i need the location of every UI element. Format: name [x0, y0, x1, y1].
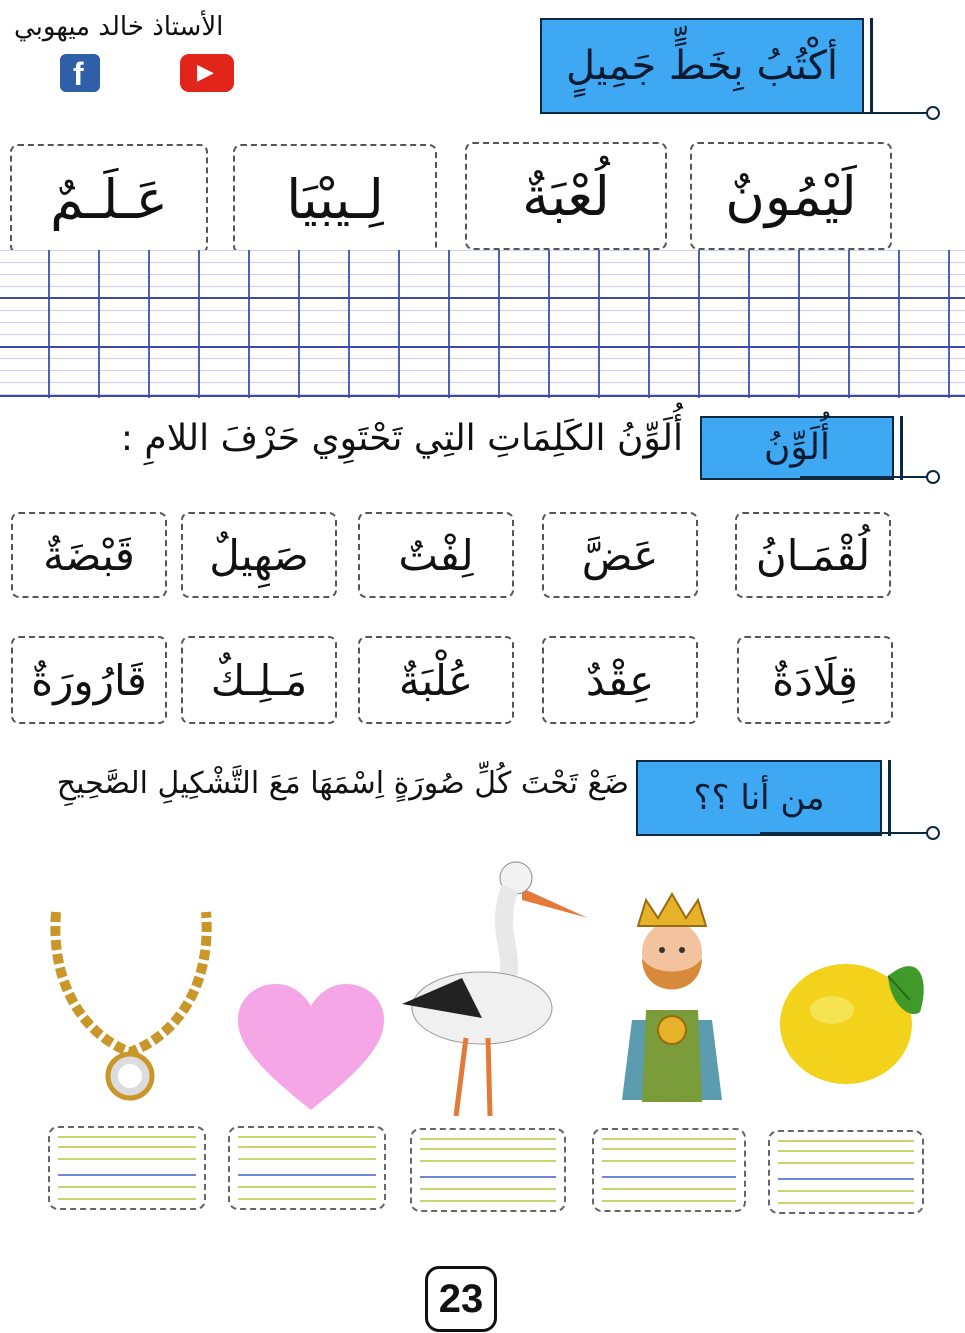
answer-box[interactable]: [592, 1128, 746, 1212]
color-word-box[interactable]: [181, 512, 337, 598]
color-banner: [700, 416, 894, 480]
color-word-box[interactable]: [358, 636, 514, 724]
heart-image: [238, 984, 384, 1114]
write-word: لِـيبْيَا: [286, 167, 384, 231]
answer-box[interactable]: [768, 1130, 924, 1214]
necklace-image: [46, 906, 216, 1106]
author-name: الأستاذ خالد ميهوبي: [14, 12, 224, 42]
write-word-box: [10, 144, 208, 254]
color-word: لُقْمَـانُ: [755, 530, 871, 580]
color-word: مَـلِـكٌ: [210, 655, 308, 705]
banner-underline: [800, 476, 930, 478]
color-word: صَهِيلٌ: [209, 530, 309, 580]
color-word: قَبْضَةٌ: [43, 530, 135, 580]
write-word: عَـلَـمٌ: [50, 167, 168, 231]
answer-box[interactable]: [410, 1128, 566, 1212]
writing-lines[interactable]: [0, 250, 965, 398]
write-word: لُعْبَةٌ: [522, 164, 610, 228]
color-word-box[interactable]: [11, 512, 167, 598]
banner-underline: [760, 832, 930, 834]
color-word-box[interactable]: [358, 512, 514, 598]
who-banner: [636, 760, 882, 836]
section-title: أكْتُبُ بِخَطٍّ جَمِيلٍ: [565, 43, 839, 89]
answer-box[interactable]: [228, 1126, 386, 1210]
who-banner-label: من أنا ؟؟: [693, 778, 825, 818]
answer-box[interactable]: [48, 1126, 206, 1210]
color-instruction: أُلَوِّنُ الكَلِمَاتِ التِي تَحْتَوِي حَرْفَ اللامِ :: [120, 418, 683, 459]
color-word: عُلْبَةٌ: [398, 655, 474, 705]
write-word-box: [690, 142, 892, 250]
color-word-box[interactable]: [11, 636, 167, 724]
king-image: [612, 880, 732, 1110]
color-word-box[interactable]: [542, 512, 698, 598]
color-word-box[interactable]: [181, 636, 337, 724]
color-word-box[interactable]: [735, 512, 891, 598]
color-word: قِلَادَةٌ: [772, 655, 858, 705]
banner-dot: [926, 106, 940, 120]
who-instruction: ضَعْ تَحْتَ كُلِّ صُورَةٍ اِسْمَهَا مَعَ التَّشْكِيلِ الصَّحِيحِ: [56, 766, 629, 801]
lemon-image: [770, 940, 930, 1100]
stork-image: [392, 848, 592, 1128]
write-word: لَيْمُونٌ: [725, 164, 857, 228]
section-title-banner: [540, 18, 864, 114]
page-number: 23: [425, 1266, 497, 1332]
color-word: عِقْدٌ: [585, 655, 655, 705]
color-word-box[interactable]: [737, 636, 893, 724]
color-word: لِفْتٌ: [398, 530, 474, 580]
banner-dot: [926, 470, 940, 484]
write-word-box: [233, 144, 437, 254]
color-word-box[interactable]: [542, 636, 698, 724]
facebook-icon[interactable]: f: [60, 54, 100, 92]
color-word: قَارُورَةٌ: [31, 655, 147, 705]
youtube-icon[interactable]: ▶: [180, 54, 234, 92]
color-banner-label: أُلَوِّنُ: [763, 427, 830, 468]
color-word: عَضَّ: [581, 530, 659, 580]
write-word-box: [465, 142, 667, 250]
banner-dot: [926, 826, 940, 840]
banner-underline: [740, 112, 930, 114]
